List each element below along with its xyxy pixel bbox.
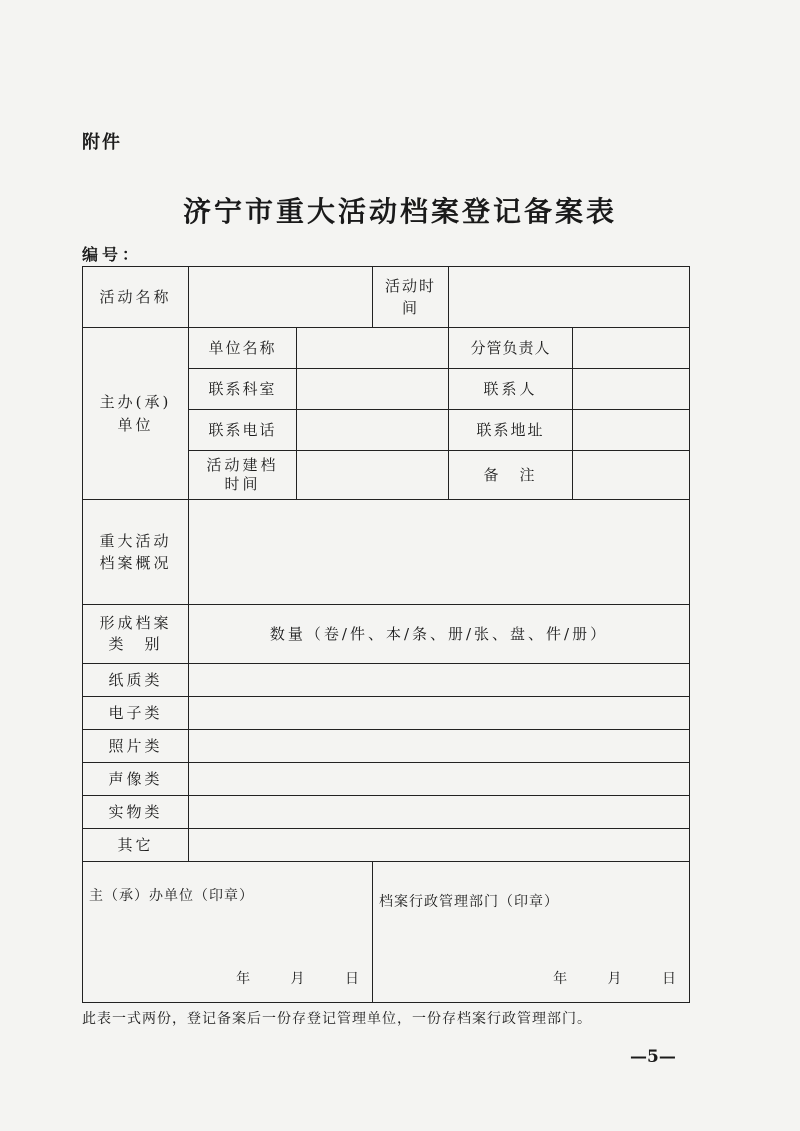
address-label: 联系地址 [449, 410, 573, 451]
page-number: —5— [630, 1047, 676, 1067]
dept-label: 联系科室 [189, 369, 297, 410]
summary-label-line1: 重大活动 [99, 531, 172, 550]
summary-label-line2: 档案概况 [99, 554, 172, 572]
unit-name-field[interactable] [297, 328, 449, 369]
archive-time-label-line1: 活动建档 [206, 455, 279, 474]
activity-time-label: 活动时间 [373, 267, 449, 328]
quantity-header: 数量（卷/件、本/条、册/张、盘、件/册） [189, 605, 690, 664]
category-quantity-field[interactable] [189, 763, 690, 796]
category-label: 电子类 [83, 697, 189, 730]
category-quantity-field[interactable] [189, 664, 690, 697]
remarks-field[interactable] [573, 451, 690, 500]
activity-name-label: 活动名称 [83, 267, 189, 328]
archive-dept-seal-label: 档案行政管理部门（印章） [379, 894, 559, 910]
year-label: 年 [553, 971, 571, 987]
attachment-label: 附件 [82, 132, 122, 153]
category-row [83, 664, 690, 697]
category-quantity-field[interactable] [189, 697, 690, 730]
day-label: 日 [345, 971, 362, 987]
contact-person-field[interactable] [573, 369, 690, 410]
activity-time-field[interactable] [449, 267, 690, 328]
organizer-seal-label: 主（承）办单位（印章） [89, 888, 254, 904]
month-label: 月 [290, 971, 308, 987]
month-label: 月 [607, 971, 625, 987]
summary-label [83, 500, 189, 605]
category-row [83, 730, 690, 763]
category-row [83, 763, 690, 796]
archive-time-field[interactable] [297, 451, 449, 500]
footer-note: 此表一式两份，登记备案后一份存登记管理单位，一份存档案行政管理部门。 [82, 1011, 592, 1027]
serial-number-label: 编号： [82, 245, 143, 264]
types-label-line1: 形成档案 [99, 614, 172, 632]
category-label: 实物类 [83, 796, 189, 829]
types-header-row [83, 605, 690, 664]
phone-field[interactable] [297, 410, 449, 451]
category-row [83, 697, 690, 730]
summary-row [83, 500, 690, 605]
activity-name-field[interactable] [189, 267, 373, 328]
activity-row [83, 267, 690, 328]
category-row [83, 829, 690, 862]
organizer-label-line2: 单位 [117, 415, 154, 434]
day-label: 日 [662, 971, 679, 987]
types-label-line2: 类 别 [108, 635, 163, 653]
contact-person-label: 联系人 [449, 369, 573, 410]
signature-row [83, 862, 690, 1003]
category-label: 照片类 [83, 730, 189, 763]
organizer-label [83, 328, 189, 500]
leader-field[interactable] [573, 328, 690, 369]
archive-dept-seal-cell[interactable] [373, 862, 690, 1003]
summary-field[interactable] [189, 500, 690, 605]
phone-label: 联系电话 [189, 410, 297, 451]
address-field[interactable] [573, 410, 690, 451]
form-title: 济宁市重大活动档案登记备案表 [182, 195, 617, 228]
remarks-label: 备 注 [449, 451, 573, 500]
archive-time-label [189, 451, 297, 500]
category-label: 纸质类 [83, 664, 189, 697]
category-quantity-field[interactable] [189, 796, 690, 829]
organizer-label-line1: 主办(承) [99, 393, 172, 411]
year-label: 年 [236, 971, 254, 987]
organizer-seal-cell[interactable] [83, 862, 373, 1003]
category-quantity-field[interactable] [189, 730, 690, 763]
unit-name-label: 单位名称 [189, 328, 297, 369]
archive-dept-seal-date [523, 969, 679, 990]
leader-label: 分管负责人 [449, 328, 573, 369]
category-row [83, 796, 690, 829]
unit-name-row [83, 328, 690, 369]
registration-form [82, 266, 690, 1003]
types-label [83, 605, 189, 664]
category-label: 声像类 [83, 763, 189, 796]
archive-time-label-line2: 时间 [224, 475, 261, 493]
category-label: 其它 [83, 829, 189, 862]
category-quantity-field[interactable] [189, 829, 690, 862]
dept-field[interactable] [297, 369, 449, 410]
organizer-seal-date [206, 969, 362, 990]
